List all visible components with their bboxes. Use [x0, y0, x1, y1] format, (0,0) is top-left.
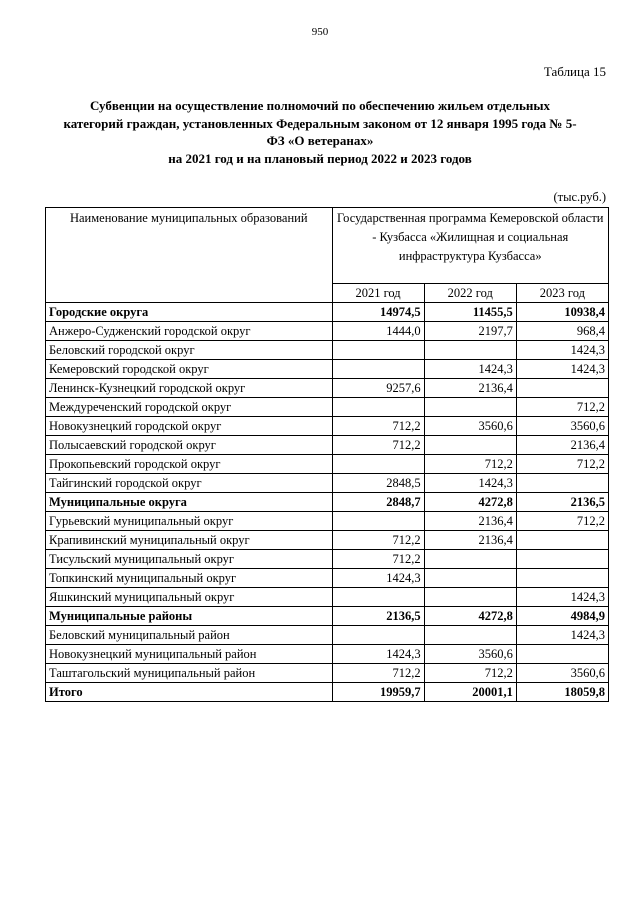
table-row	[46, 664, 609, 683]
table-row	[46, 341, 609, 360]
row-name-cell: Новокузнецкий муниципальный район	[46, 645, 333, 664]
row-name-cell: Крапивинский муниципальный округ	[46, 531, 333, 550]
row-name-cell: Топкинский муниципальный округ	[46, 569, 333, 588]
value-2022-cell: 2197,7	[424, 322, 516, 341]
subsidy-table	[45, 207, 609, 702]
header-year-2023: 2023 год	[516, 284, 608, 303]
value-2023-cell: 18059,8	[516, 683, 608, 702]
title-line-1: Субвенции на осуществление полномочий по обеспечению жильем отдельных	[89, 98, 551, 113]
value-2022-cell	[424, 588, 516, 607]
table-row	[46, 588, 609, 607]
title-line-4: на 2021 год и на плановый период 2022 и 2023 годов	[168, 150, 472, 166]
row-name-cell: Тайгинский городской округ	[46, 474, 333, 493]
total-row	[46, 683, 609, 702]
value-2021-cell	[332, 512, 424, 531]
row-name-cell: Таштагольский муниципальный район	[46, 664, 333, 683]
value-2021-cell	[332, 455, 424, 474]
value-2022-cell: 1424,3	[424, 474, 516, 493]
value-2021-cell	[332, 360, 424, 379]
row-name-cell: Прокопьевский городской округ	[46, 455, 333, 474]
table-row	[46, 531, 609, 550]
value-2021-cell	[332, 588, 424, 607]
header-year-2022: 2022 год	[424, 284, 516, 303]
page-number: 950	[311, 26, 329, 38]
header-row	[46, 208, 609, 284]
row-name-cell: Гурьевский муниципальный округ	[46, 512, 333, 531]
value-2023-cell: 712,2	[516, 398, 608, 417]
value-2023-cell	[516, 550, 608, 569]
value-2021-cell: 1424,3	[332, 645, 424, 664]
row-name-cell: Итого	[46, 683, 333, 702]
group-row	[46, 493, 609, 512]
value-2021-cell	[332, 341, 424, 360]
value-2023-cell	[516, 645, 608, 664]
title-line-2: категорий граждан, установленных Федеральным законом от 12 января 1995 года № 5-	[63, 115, 577, 131]
table-row	[46, 569, 609, 588]
row-name-cell: Новокузнецкий городской округ	[46, 417, 333, 436]
value-2022-cell: 2136,4	[424, 512, 516, 531]
header-year-2021: 2021 год	[332, 284, 424, 303]
value-2022-cell	[424, 550, 516, 569]
table-row	[46, 322, 609, 341]
document-title	[44, 97, 596, 167]
value-2023-cell	[516, 531, 608, 550]
table-row	[46, 436, 609, 455]
row-name-cell: Междуреченский городской округ	[46, 398, 333, 417]
value-2023-cell: 1424,3	[516, 588, 608, 607]
row-name-cell: Полысаевский городской округ	[46, 436, 333, 455]
table-row	[46, 512, 609, 531]
value-2021-cell: 9257,6	[332, 379, 424, 398]
value-2023-cell: 1424,3	[516, 626, 608, 645]
table-row	[46, 550, 609, 569]
value-2023-cell: 968,4	[516, 322, 608, 341]
value-2022-cell	[424, 398, 516, 417]
group-row	[46, 607, 609, 626]
value-2021-cell: 712,2	[332, 550, 424, 569]
table-row	[46, 398, 609, 417]
row-name-cell: Беловский городской округ	[46, 341, 333, 360]
group-row	[46, 303, 609, 322]
value-2021-cell: 2136,5	[332, 607, 424, 626]
value-2022-cell: 2136,4	[424, 379, 516, 398]
row-name-cell: Тисульский муниципальный округ	[46, 550, 333, 569]
row-name-cell: Кемеровский городской округ	[46, 360, 333, 379]
value-2022-cell: 1424,3	[424, 360, 516, 379]
table-row	[46, 645, 609, 664]
value-2022-cell: 2136,4	[424, 531, 516, 550]
value-2023-cell: 712,2	[516, 512, 608, 531]
value-2021-cell	[332, 398, 424, 417]
table-row	[46, 455, 609, 474]
table-row	[46, 417, 609, 436]
row-name-cell: Муниципальные районы	[46, 607, 333, 626]
value-2022-cell	[424, 341, 516, 360]
value-2021-cell: 2848,7	[332, 493, 424, 512]
value-2021-cell: 712,2	[332, 531, 424, 550]
value-2021-cell: 712,2	[332, 436, 424, 455]
value-2021-cell: 2848,5	[332, 474, 424, 493]
header-program: Государственная программа Кемеровской области - Кузбасса «Жилищная и социальная инфраструктура Кузбасса»	[332, 208, 609, 284]
value-2022-cell	[424, 436, 516, 455]
row-name-cell: Городские округа	[46, 303, 333, 322]
value-2021-cell: 1424,3	[332, 569, 424, 588]
value-2022-cell: 4272,8	[424, 493, 516, 512]
value-2023-cell: 1424,3	[516, 360, 608, 379]
value-2021-cell: 712,2	[332, 417, 424, 436]
value-2021-cell: 19959,7	[332, 683, 424, 702]
units-label: (тыс.руб.)	[553, 190, 606, 204]
row-name-cell: Ленинск-Кузнецкий городской округ	[46, 379, 333, 398]
row-name-cell: Муниципальные округа	[46, 493, 333, 512]
value-2021-cell: 1444,0	[332, 322, 424, 341]
value-2022-cell: 4272,8	[424, 607, 516, 626]
value-2022-cell: 712,2	[424, 664, 516, 683]
row-name-cell: Яшкинский муниципальный округ	[46, 588, 333, 607]
value-2023-cell: 3560,6	[516, 417, 608, 436]
table-row	[46, 379, 609, 398]
table-label: Таблица 15	[543, 64, 606, 79]
value-2023-cell: 1424,3	[516, 341, 608, 360]
row-name-cell: Беловский муниципальный район	[46, 626, 333, 645]
value-2023-cell: 4984,9	[516, 607, 608, 626]
value-2022-cell: 3560,6	[424, 645, 516, 664]
value-2021-cell: 712,2	[332, 664, 424, 683]
value-2023-cell	[516, 474, 608, 493]
title-line-3: ФЗ «О ветеранах»	[266, 133, 374, 148]
table-row	[46, 360, 609, 379]
value-2022-cell	[424, 626, 516, 645]
value-2021-cell: 14974,5	[332, 303, 424, 322]
table-row	[46, 474, 609, 493]
value-2021-cell	[332, 626, 424, 645]
value-2022-cell: 11455,5	[424, 303, 516, 322]
value-2023-cell: 3560,6	[516, 664, 608, 683]
row-name-cell: Анжеро-Судженский городской округ	[46, 322, 333, 341]
value-2022-cell	[424, 569, 516, 588]
table-body	[46, 303, 609, 702]
value-2022-cell: 20001,1	[424, 683, 516, 702]
table-row	[46, 626, 609, 645]
value-2023-cell: 712,2	[516, 455, 608, 474]
value-2023-cell: 10938,4	[516, 303, 608, 322]
value-2023-cell: 2136,4	[516, 436, 608, 455]
value-2022-cell: 712,2	[424, 455, 516, 474]
value-2023-cell: 2136,5	[516, 493, 608, 512]
value-2022-cell: 3560,6	[424, 417, 516, 436]
value-2023-cell	[516, 379, 608, 398]
header-name: Наименование муниципальных образований	[46, 208, 333, 303]
value-2023-cell	[516, 569, 608, 588]
